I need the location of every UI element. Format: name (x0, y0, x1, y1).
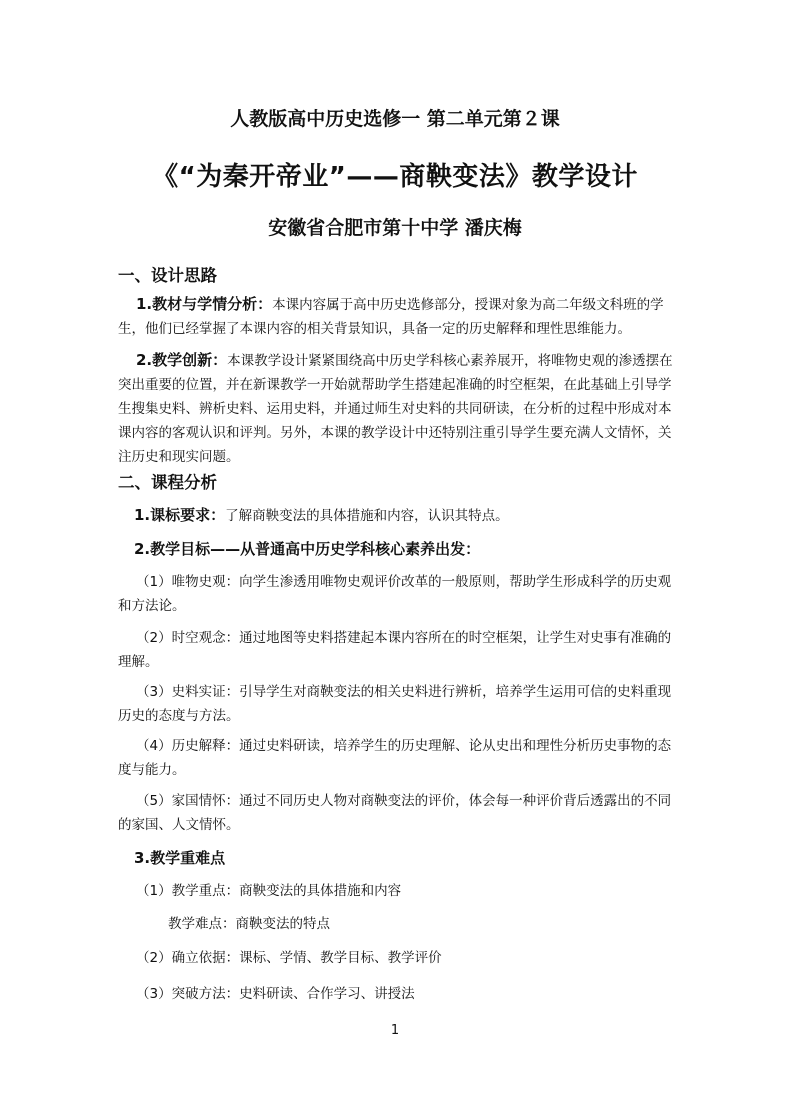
page-number: 1 (390, 1023, 400, 1038)
standards-text: 了解商鞅变法的具体措施和内容，认识其特点。 (225, 508, 509, 524)
paragraph-text: 本课教学设计紧紧围绕高中历史学科核心素养展开，将唯物史观的渗透摆在突出重要的位置，并在新课教学一开始就帮助学生搭建起准确的时空框架，在此基础上引导学生搜集史料、辨析史料、运用史料，并通过师生对史料的共同研读，在分析的过程中形成对本课内容的客观认识和评判。另外，本课的教学设计中还特别注重引导学生要充满人文情怀，关注历史和现实问题。 (118, 353, 673, 465)
key-points-heading: 3.教学重难点 (134, 849, 226, 867)
goals-heading: 2.教学目标——从普通高中历史学科核心素养出发： (134, 540, 481, 558)
goal-item: （3）史料实证：引导学生对商鞅变法的相关史料进行辨析，培养学生运用可信的史料重现历史的态度与方法。 (118, 684, 672, 724)
goal-item: （4）历史解释：通过史料研读，培养学生的历史理解、论从史出和理性分析历史事物的态度与能力。 (118, 738, 672, 778)
paragraph-innovation (118, 348, 678, 469)
section-heading-design: 一、设计思路 (118, 266, 217, 285)
standards-lead: 1.课标要求： (134, 506, 226, 524)
paragraph-lead: 2.教学创新： (136, 351, 228, 369)
paragraph-analysis (118, 292, 678, 341)
course-subtitle: 人教版高中历史选修一 第二单元第２课 (230, 108, 560, 130)
section-heading-course: 二、课程分析 (118, 473, 217, 492)
standards-line (134, 504, 509, 525)
key-point-item: （3）突破方法：史料研读、合作学习、讲授法 (136, 986, 415, 1002)
key-point-item: （2）确立依据：课标、学情、教学目标、教学评价 (136, 950, 442, 966)
author-line: 安徽省合肥市第十中学 潘庆梅 (268, 217, 522, 239)
goal-item: （5）家国情怀：通过不同历史人物对商鞅变法的评价，体会每一种评价背后透露出的不同的家国、人文情怀。 (118, 793, 672, 833)
document-title: 《“为秦开帝业”——商鞅变法》教学设计 (152, 162, 638, 192)
key-point-item: 教学难点：商鞅变法的特点 (168, 916, 330, 932)
paragraph-lead: 1.教材与学情分析： (136, 295, 273, 313)
goal-item: （2）时空观念：通过地图等史料搭建起本课内容所在的时空框架，让学生对史事有准确的理解。 (118, 630, 672, 670)
goal-item: （1）唯物史观：向学生渗透用唯物史观评价改革的一般原则，帮助学生形成科学的历史观和方法论。 (118, 574, 672, 614)
key-point-item: （1）教学重点：商鞅变法的具体措施和内容 (136, 883, 402, 899)
paragraph-text: 本课内容属于高中历史选修部分，授课对象为高二年级文科班的学生，他们已经掌握了本课内容的相关背景知识，具备一定的历史解释和理性思维能力。 (118, 297, 664, 337)
